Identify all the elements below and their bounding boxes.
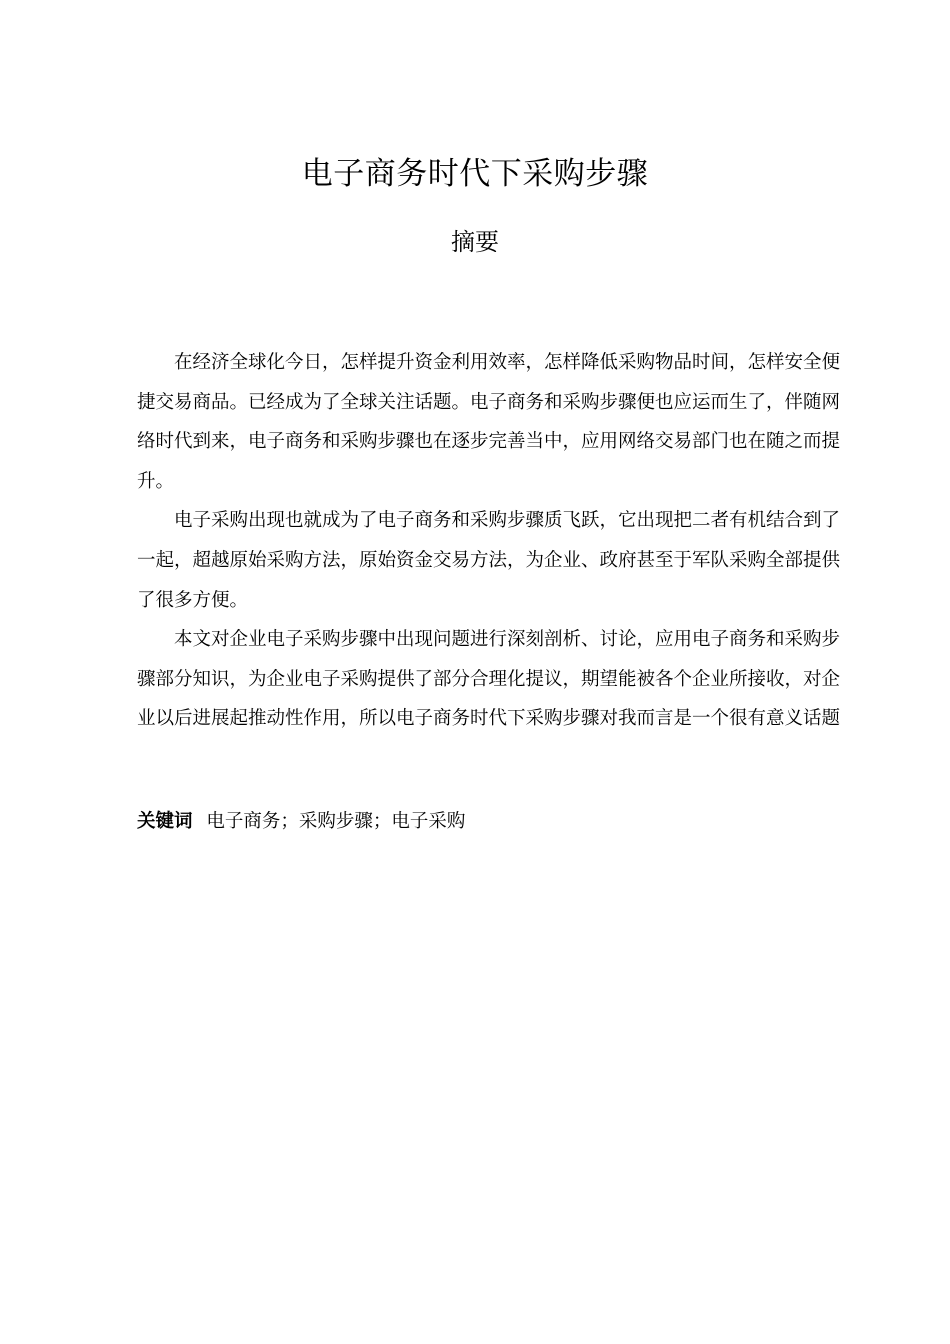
abstract-paragraph: 在经济全球化今日，怎样提升资金利用效率，怎样降低采购物品时间，怎样安全便捷交易商品。已经成为了全球关注话题。电子商务和采购步骤便也应运而生了，伴随网络时代到来，电子商务和采购步骤也在逐步完善当中，应用网络交易部门也在随之而提升。 — [137, 352, 841, 492]
keywords-label: 关键词 — [137, 811, 193, 832]
abstract-body — [137, 343, 840, 739]
keywords-text: 电子商务；采购步骤；电子采购 — [206, 811, 466, 832]
document-title: 电子商务时代下采购步骤 — [301, 156, 649, 192]
abstract-paragraph: 本文对企业电子采购步骤中出现问题进行深刻剖析、讨论，应用电子商务和采购步骤部分知识，为企业电子采购提供了部分合理化提议，期望能被各个企业所接收，对企业以后进展起推动性作用，所以电子商务时代下采购步骤对我而言是一个很有意义话题 — [137, 629, 841, 730]
keywords-line — [137, 804, 840, 840]
abstract-paragraph: 电子采购出现也就成为了电子商务和采购步骤质飞跃，它出现把二者有机结合到了一起，超越原始采购方法，原始资金交易方法，为企业、政府甚至于军队采购全部提供了很多方便。 — [137, 510, 841, 611]
abstract-heading: 摘要 — [451, 228, 499, 256]
